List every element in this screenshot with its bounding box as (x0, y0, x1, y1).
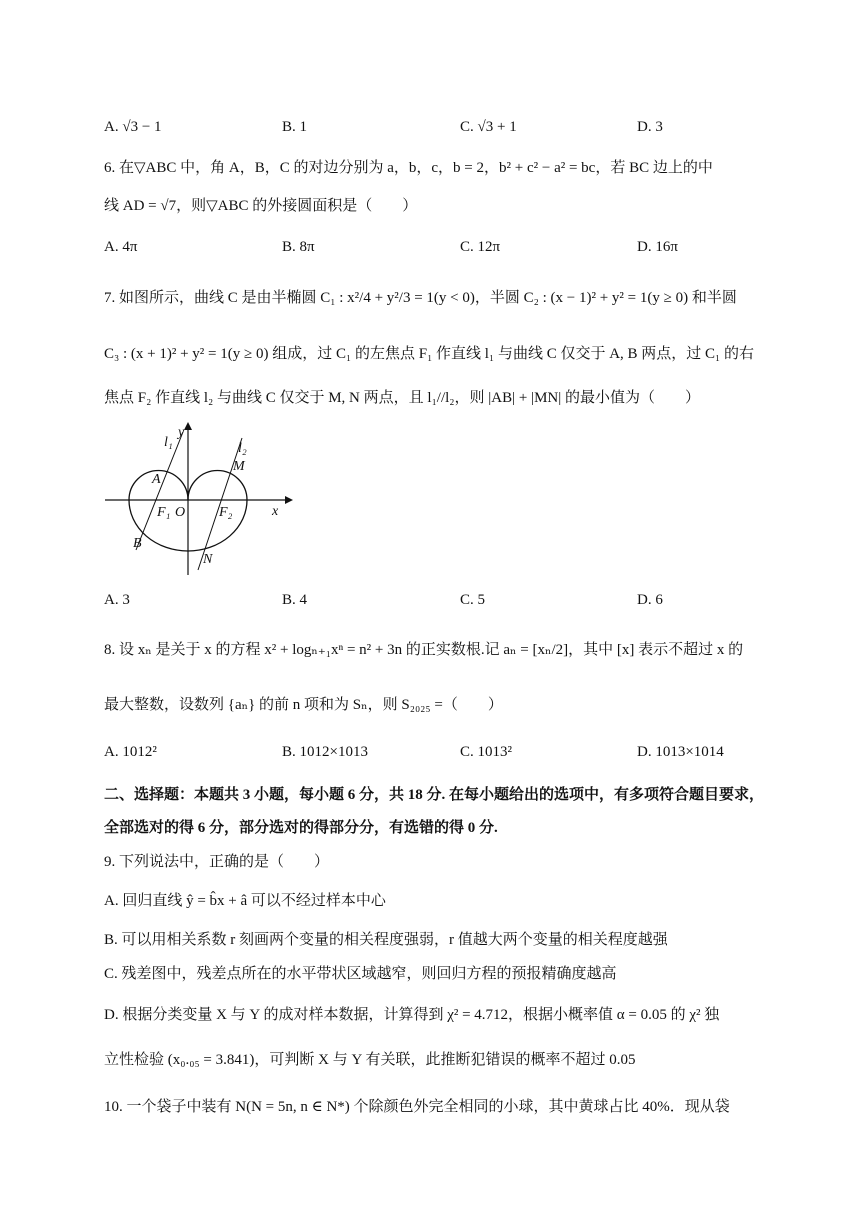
q8-option-c: C. 1013² (460, 744, 513, 760)
q6-option-c: C. 12π (460, 239, 501, 255)
q7-stem-line2: C₃ : (x + 1)² + y² = 1(y ≥ 0) 组成，过 C₁ 的左焦点 F₁ 作直线 l₁ 与曲线 C 仅交于 A, B 两点，过 C₁ 的右 (104, 346, 755, 362)
q9-option-c: C. 残差图中，残差点所在的水平带状区域越窄，则回归方程的预报精确度越高 (104, 966, 617, 982)
q8-option-d: D. 1013×1014 (637, 744, 724, 760)
semicircle-c2 (188, 471, 247, 501)
section2-heading-line1: 二、选择题：本题共 3 小题，每小题 6 分，共 18 分. 在每小题给出的选项中，有多项符合题目要求， (104, 787, 765, 803)
q6-stem-line2: 线 AD = √7，则▽ABC 的外接圆面积是（ ） (104, 198, 418, 214)
q7-option-a: A. 3 (104, 592, 130, 608)
label-y-axis: y (178, 425, 185, 440)
label-f2: F₂ (219, 505, 233, 520)
q8-option-a: A. 1012² (104, 744, 157, 760)
label-origin: O (175, 505, 186, 520)
q7-stem-line3: 焦点 F₂ 作直线 l₂ 与曲线 C 仅交于 M, N 两点，且 l₁//l₂，则 |AB| + |MN| 的最小值为（ ） (104, 390, 701, 406)
line-l1 (136, 432, 186, 550)
label-f1: F₁ (157, 505, 171, 520)
x-axis-arrow (285, 496, 293, 504)
q9-option-d-line1: D. 根据分类变量 X 与 Y 的成对样本数据，计算得到 χ² = 4.712，根据小概率值 α = 0.05 的 χ² 独 (104, 1007, 720, 1023)
q7-option-c: C. 5 (460, 592, 486, 608)
q10-stem-line1: 10. 一个袋子中装有 N(N = 5n, n ∈ N*) 个除颜色外完全相同的小球，其中黄球占比 40%．现从袋 (104, 1099, 730, 1115)
label-a: A (152, 472, 161, 487)
q9-stem: 9. 下列说法中，正确的是（ ） (104, 854, 330, 870)
q6-option-b: B. 8π (282, 239, 315, 255)
line-l2 (198, 438, 242, 570)
q8-option-b: B. 1012×1013 (282, 744, 368, 760)
q9-option-d-line2: 立性检验 (x₀.₀₅ = 3.841)，可判断 X 与 Y 有关联，此推断犯错误的概率不超过 0.05 (104, 1052, 636, 1068)
q7-stem-line1: 7. 如图所示，曲线 C 是由半椭圆 C₁ : x²/4 + y²/3 = 1(y < 0)，半圆 C₂ : (x − 1)² + y² = 1(y ≥ 0) 和半圆 (104, 290, 737, 306)
label-n: N (203, 552, 213, 567)
label-l2: l₂ (238, 441, 247, 456)
label-x-axis: x (272, 504, 279, 519)
q8-stem-line2: 最大整数，设数列 {aₙ} 的前 n 项和为 Sₙ，则 S₂₀₂₅ =（ ） (104, 697, 503, 713)
q6-stem-line1: 6. 在▽ABC 中，角 A，B，C 的对边分别为 a，b，c，b = 2，b² + c² − a² = bc，若 BC 边上的中 (104, 160, 713, 176)
label-l1: l₁ (164, 435, 173, 450)
q5-option-a: A. √3 − 1 (104, 119, 162, 135)
q8-stem-line1: 8. 设 xₙ 是关于 x 的方程 x² + logₙ₊₁xⁿ = n² + 3n 的正实数根.记 aₙ = [xₙ/2]，其中 [x] 表示不超过 x 的 (104, 642, 744, 658)
q5-option-b: B. 1 (282, 119, 308, 135)
q7-option-d: D. 6 (637, 592, 663, 608)
q7-figure (100, 420, 300, 580)
q6-option-d: D. 16π (637, 239, 678, 255)
q5-option-c: C. √3 + 1 (460, 119, 517, 135)
y-axis-arrow (184, 422, 192, 430)
q9-option-b: B. 可以用相关系数 r 刻画两个变量的相关程度强弱，r 值越大两个变量的相关程度越强 (104, 932, 668, 948)
label-m: M (233, 459, 245, 474)
q5-option-d: D. 3 (637, 119, 663, 135)
q9-option-a: A. 回归直线 ŷ = b̂x + â 可以不经过样本中心 (104, 893, 386, 909)
label-b: B (133, 536, 142, 551)
q7-option-b: B. 4 (282, 592, 308, 608)
section2-heading-line2: 全部选对的得 6 分，部分选对的得部分分，有选错的得 0 分. (104, 820, 498, 836)
q6-option-a: A. 4π (104, 239, 138, 255)
